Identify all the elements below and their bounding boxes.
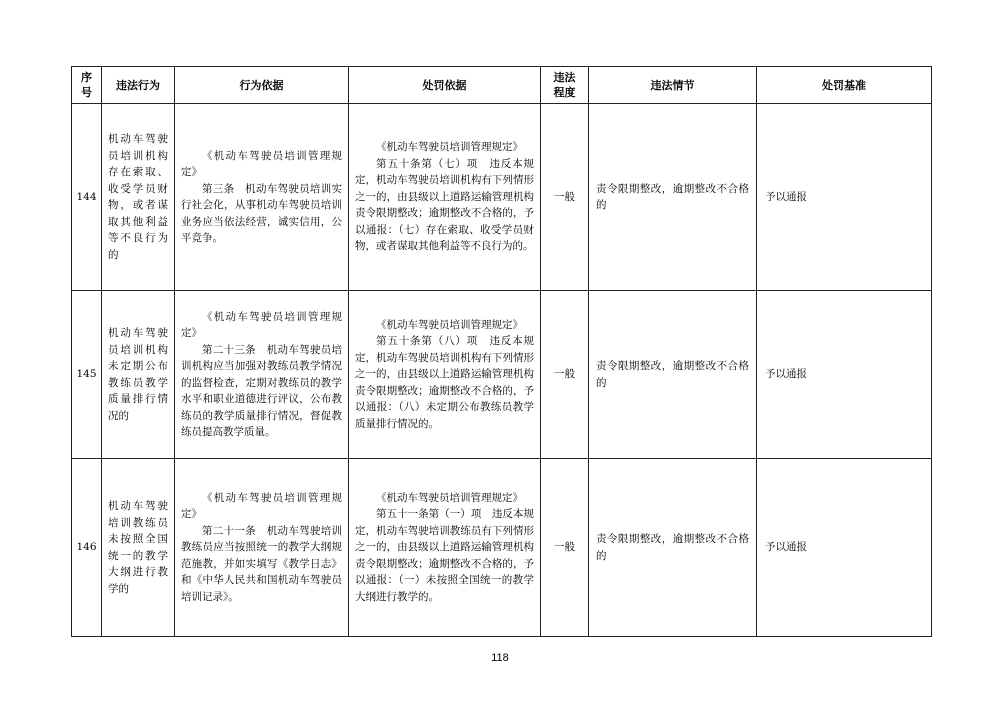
violation-degree: 一般 <box>541 104 589 291</box>
basis-text: 第三条 机动车驾驶员培训实行社会化，从事机动车驾驶员培训业务应当依法经营，诚实信用，公平竞争。 <box>181 182 342 244</box>
table-row <box>72 104 932 291</box>
header-basis: 行为依据 <box>175 67 349 104</box>
header-penalty-basis: 处罚依据 <box>349 67 541 104</box>
penalty-text: 第五十条第（八）项 违反本规定，机动车驾驶员培训机构有下列情形之一的，由县级以上道路运输管理机构责令限期整改；逾期整改不合格的，予以通报：（八）未定期公布教练员教学质量排行情况的。 <box>355 335 534 430</box>
basis-title: 《机动车驾驶员培训管理规定》 <box>181 491 342 521</box>
row-number: 145 <box>72 291 102 459</box>
penalty-title: 《机动车驾驶员培训管理规定》 <box>376 318 523 331</box>
penalty-standard-table <box>71 66 932 637</box>
header-behavior: 违法行为 <box>102 67 175 104</box>
penalty-standard: 予以通报 <box>757 291 932 459</box>
basis-text: 第二十一条 机动车驾驶培训教练员应当按照统一的教学大纲规范施教，并如实填写《教学日志》和《中华人民共和国机动车驾驶员培训记录》。 <box>181 524 342 603</box>
behavior-basis <box>175 104 349 291</box>
penalty-basis <box>349 459 541 637</box>
penalty-title: 《机动车驾驶员培训管理规定》 <box>376 141 523 154</box>
table-row <box>72 459 932 637</box>
table-header-row <box>72 67 932 104</box>
row-number: 146 <box>72 459 102 637</box>
header-seq: 序号 <box>72 67 102 104</box>
basis-title: 《机动车驾驶员培训管理规定》 <box>181 149 342 178</box>
penalty-title: 《机动车驾驶员培训管理规定》 <box>376 491 523 504</box>
behavior-basis <box>175 459 349 637</box>
penalty-standard: 予以通报 <box>757 104 932 291</box>
penalty-basis <box>349 291 541 459</box>
violation-circumstances: 责令限期整改，逾期整改不合格的 <box>589 104 757 291</box>
penalty-standard: 予以通报 <box>757 459 932 637</box>
violation-behavior: 机动车驾驶员培训机构未定期公布教练员教学质量排行情况的 <box>102 291 175 459</box>
violation-behavior: 机动车驾驶员培训机构存在索取、收受学员财物，或者谋取其他利益等不良行为的 <box>102 104 175 291</box>
violation-degree: 一般 <box>541 459 589 637</box>
header-circumstances: 违法情节 <box>589 67 757 104</box>
page-number: 118 <box>491 652 509 664</box>
basis-text: 第二十三条 机动车驾驶员培训机构应当加强对教练员教学情况的监督检查，定期对教练员的教学水平和职业道德进行评议，公布教练员的教学质量排行情况，督促教练员提高教学质量。 <box>181 343 342 438</box>
penalty-basis <box>349 104 541 291</box>
header-degree: 违法程度 <box>541 67 589 104</box>
violation-degree: 一般 <box>541 291 589 459</box>
basis-title: 《机动车驾驶员培训管理规定》 <box>181 310 342 339</box>
violation-circumstances: 责令限期整改，逾期整改不合格的 <box>589 459 757 637</box>
penalty-text: 第五十条第（七）项 违反本规定，机动车驾驶员培训机构有下列情形之一的，由县级以上道路运输管理机构责令限期整改；逾期整改不合格的，予以通报：（七）存在索取、收受学员财物，或者谋取其他利益等不良行为的。 <box>355 157 534 253</box>
behavior-basis <box>175 291 349 459</box>
violation-circumstances: 责令限期整改，逾期整改不合格的 <box>589 291 757 459</box>
table-row <box>72 291 932 459</box>
header-standard: 处罚基准 <box>757 67 932 104</box>
violation-behavior: 机动车驾驶培训教练员未按照全国统一的教学大纲进行教学的 <box>102 459 175 637</box>
row-number: 144 <box>72 104 102 291</box>
penalty-text: 第五十一条第（一）项 违反本规定，机动车驾驶培训教练员有下列情形之一的，由县级以上道路运输管理机构责令限期整改；逾期整改不合格的，予以通报：（一）未按照全国统一的教学大纲进行教学的。 <box>355 508 534 603</box>
